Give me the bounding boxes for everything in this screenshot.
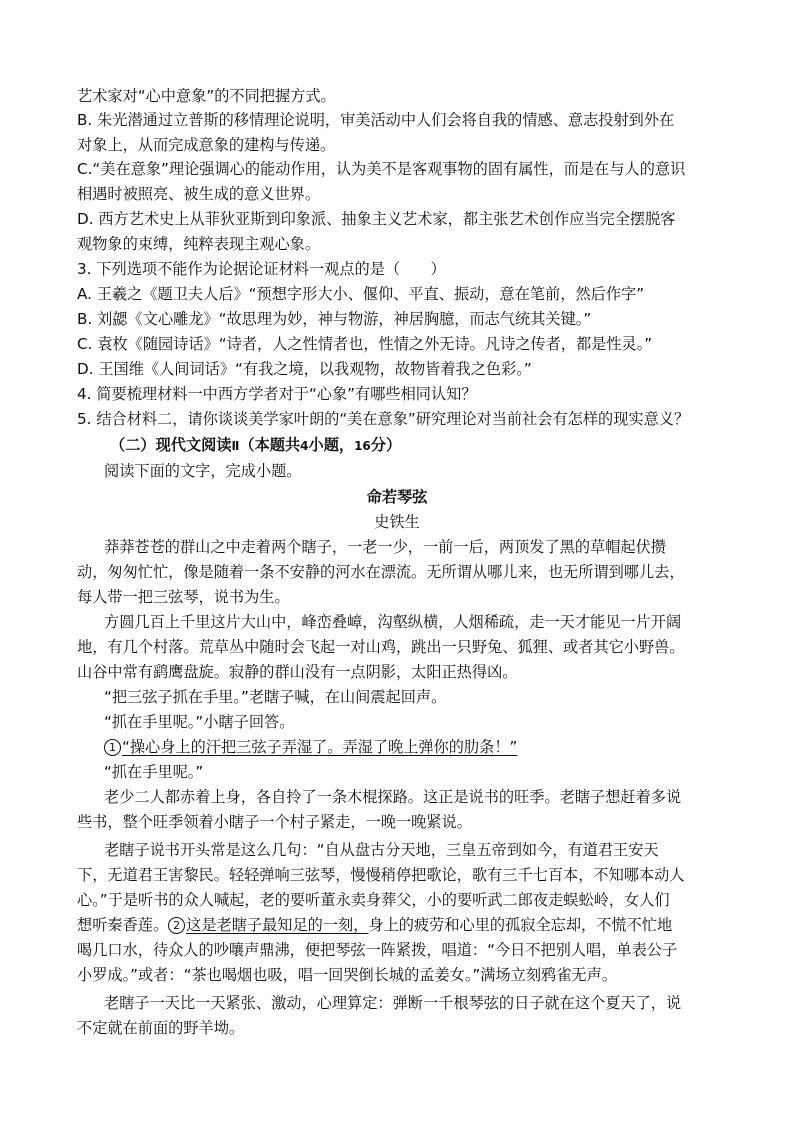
option-c-line: C.“美在意象”理论强调心的能动作用，认为美不是客观事物的固有属性，而是在与人的意识 <box>77 160 686 178</box>
dialogue-line: “抓在手里呢。”小瞎子回答。 <box>104 713 295 731</box>
underlined-sentence-1: “操心身上的汗把三弦子弄湿了。弄湿了晚上弹你的肋条！” <box>122 738 518 756</box>
paragraph-line: 山谷中常有鹞鹰盘旋。寂静的群山没有一点阴影，太阳正热得凶。 <box>77 663 518 681</box>
text-line: 相遇时被照亮、被生成的意义世界。 <box>77 185 320 203</box>
paragraph-line: 动，匆匆忙忙，像是随着一条不安静的河水在漂流。无所谓从哪儿来，也无所谓到哪儿去， <box>77 563 685 581</box>
paragraph-line-marked: 想听秦香莲。 2 这是老瞎子最知足的一刻，身上的疲劳和心里的孤寂全忘却，不慌不忙地 <box>77 916 673 934</box>
dialogue-line: “抓在手里呢。” <box>104 763 204 781</box>
q3-option-b: B. 刘勰《文心雕龙》“故思理为妙，神与物游，神居胸臆，而志气统其关键。” <box>77 310 592 328</box>
section-heading: （二）现代文阅读Ⅱ（本题共4小题，16分） <box>110 436 402 454</box>
paragraph-line: 小罗成。”或者：“茶也喝烟也吸，唱一回哭倒长城的孟姜女。”满场立刻鸦雀无声。 <box>77 966 617 984</box>
paragraph-line: 老瞎子一天比一天紧张、激动，心理算定：弹断一千根琴弦的日子就在这个夏天了，说 <box>104 994 682 1012</box>
dialogue-line: “把三弦子抓在手里。”老瞎子喊，在山间震起回声。 <box>104 688 447 706</box>
paragraph-line: 每人带一把三弦琴，说书为生。 <box>77 588 290 606</box>
q3-option-d: D. 王国维《人间词话》“有我之境，以我观物，故物皆着我之色彩。” <box>77 360 532 378</box>
story-title: 命若琴弦 <box>366 488 428 506</box>
circled-number-1: 1 <box>104 739 121 756</box>
paragraph-line: 地，有几个村落。荒草丛中随时会飞起一对山鸡，跳出一只野兔、狐狸、或者其它小野兽。 <box>77 638 685 656</box>
q3-option-c: C. 袁枚《随园诗话》“诗者，人之性情者也，性情之外无诗。凡诗之传者，都是性灵。” <box>77 335 653 353</box>
paragraph-line: 下，无道君王害黎民。轻轻弹响三弦琴，慢慢稍停把歌论，歌有三千七百本，不知哪本动人 <box>77 866 685 884</box>
paragraph-line: 些书，整个旺季领着小瞎子一个村子紧走，一晚一晚紧说。 <box>77 813 472 831</box>
paragraph-line: 老少二人都赤着上身，各自拎了一条木棍探路。这正是说书的旺季。老瞎子想赶着多说 <box>104 788 682 806</box>
paragraph-line: 心。”于是听书的众人喊起，老的要听董永卖身葬父，小的要听武二郎夜走蜈蚣岭，女人们 <box>77 891 670 909</box>
text-line: 艺术家对“心中意象”的不同把握方式。 <box>77 87 336 105</box>
paragraph-line: 莽莽苍苍的群山之中走着两个瞎子，一老一少，一前一后，两顶发了黑的草帽起伏攒 <box>104 538 666 556</box>
paragraph-line: 方圆几百上千里这片大山中，峰峦叠嶂，沟壑纵横，人烟稀疏，走一天才能见一片开阔 <box>104 613 682 631</box>
text-line: 观物象的束缚，纯粹表现主观心象。 <box>77 235 320 253</box>
underlined-sentence-2: 这是老瞎子最知足的一刻， <box>186 916 369 934</box>
question-3: 3. 下列选项不能作为论据论证材料一观点的是（ ） <box>77 260 446 278</box>
option-b-line: B. 朱光潜通过立普斯的移情理论说明，审美活动中人们会将自我的情感、意志投射到外在 <box>77 111 675 129</box>
question-5: 5. 结合材料二，请你谈谈美学家叶朗的“美在意象”研究理论对当前社会有怎样的现实意义？ <box>77 410 690 428</box>
story-author: 史铁生 <box>374 513 420 531</box>
q3-option-a: A. 王羲之《题卫夫人后》“预想字形大小、偃仰、平直、振动，意在笔前，然后作字” <box>77 285 645 303</box>
paragraph-line: 老瞎子说书开头常是这么几句：“自从盘古分天地，三皇五帝到如今，有道君王安天 <box>104 841 659 859</box>
option-d-line: D. 西方艺术史上从菲狄亚斯到印象派、抽象主义艺术家，都主张艺术创作应当完全摆脱客 <box>77 210 676 228</box>
circled-number-2: 2 <box>168 917 185 934</box>
question-4: 4. 简要梳理材料一中西方学者对于“心象”有哪些相同认知？ <box>77 385 477 403</box>
dialogue-line-marked <box>104 735 744 760</box>
paragraph-line: 喝几口水，待众人的吵嚷声鼎沸，便把琴弦一阵紧拨，唱道：“今日不把别人唱，单表公子 <box>77 941 678 959</box>
text-line: 对象上，从而完成意象的建构与传递。 <box>77 136 336 154</box>
paragraph-line: 不定就在前面的野羊坳。 <box>77 1019 245 1037</box>
instruction: 阅读下面的文字，完成小题。 <box>104 462 302 480</box>
